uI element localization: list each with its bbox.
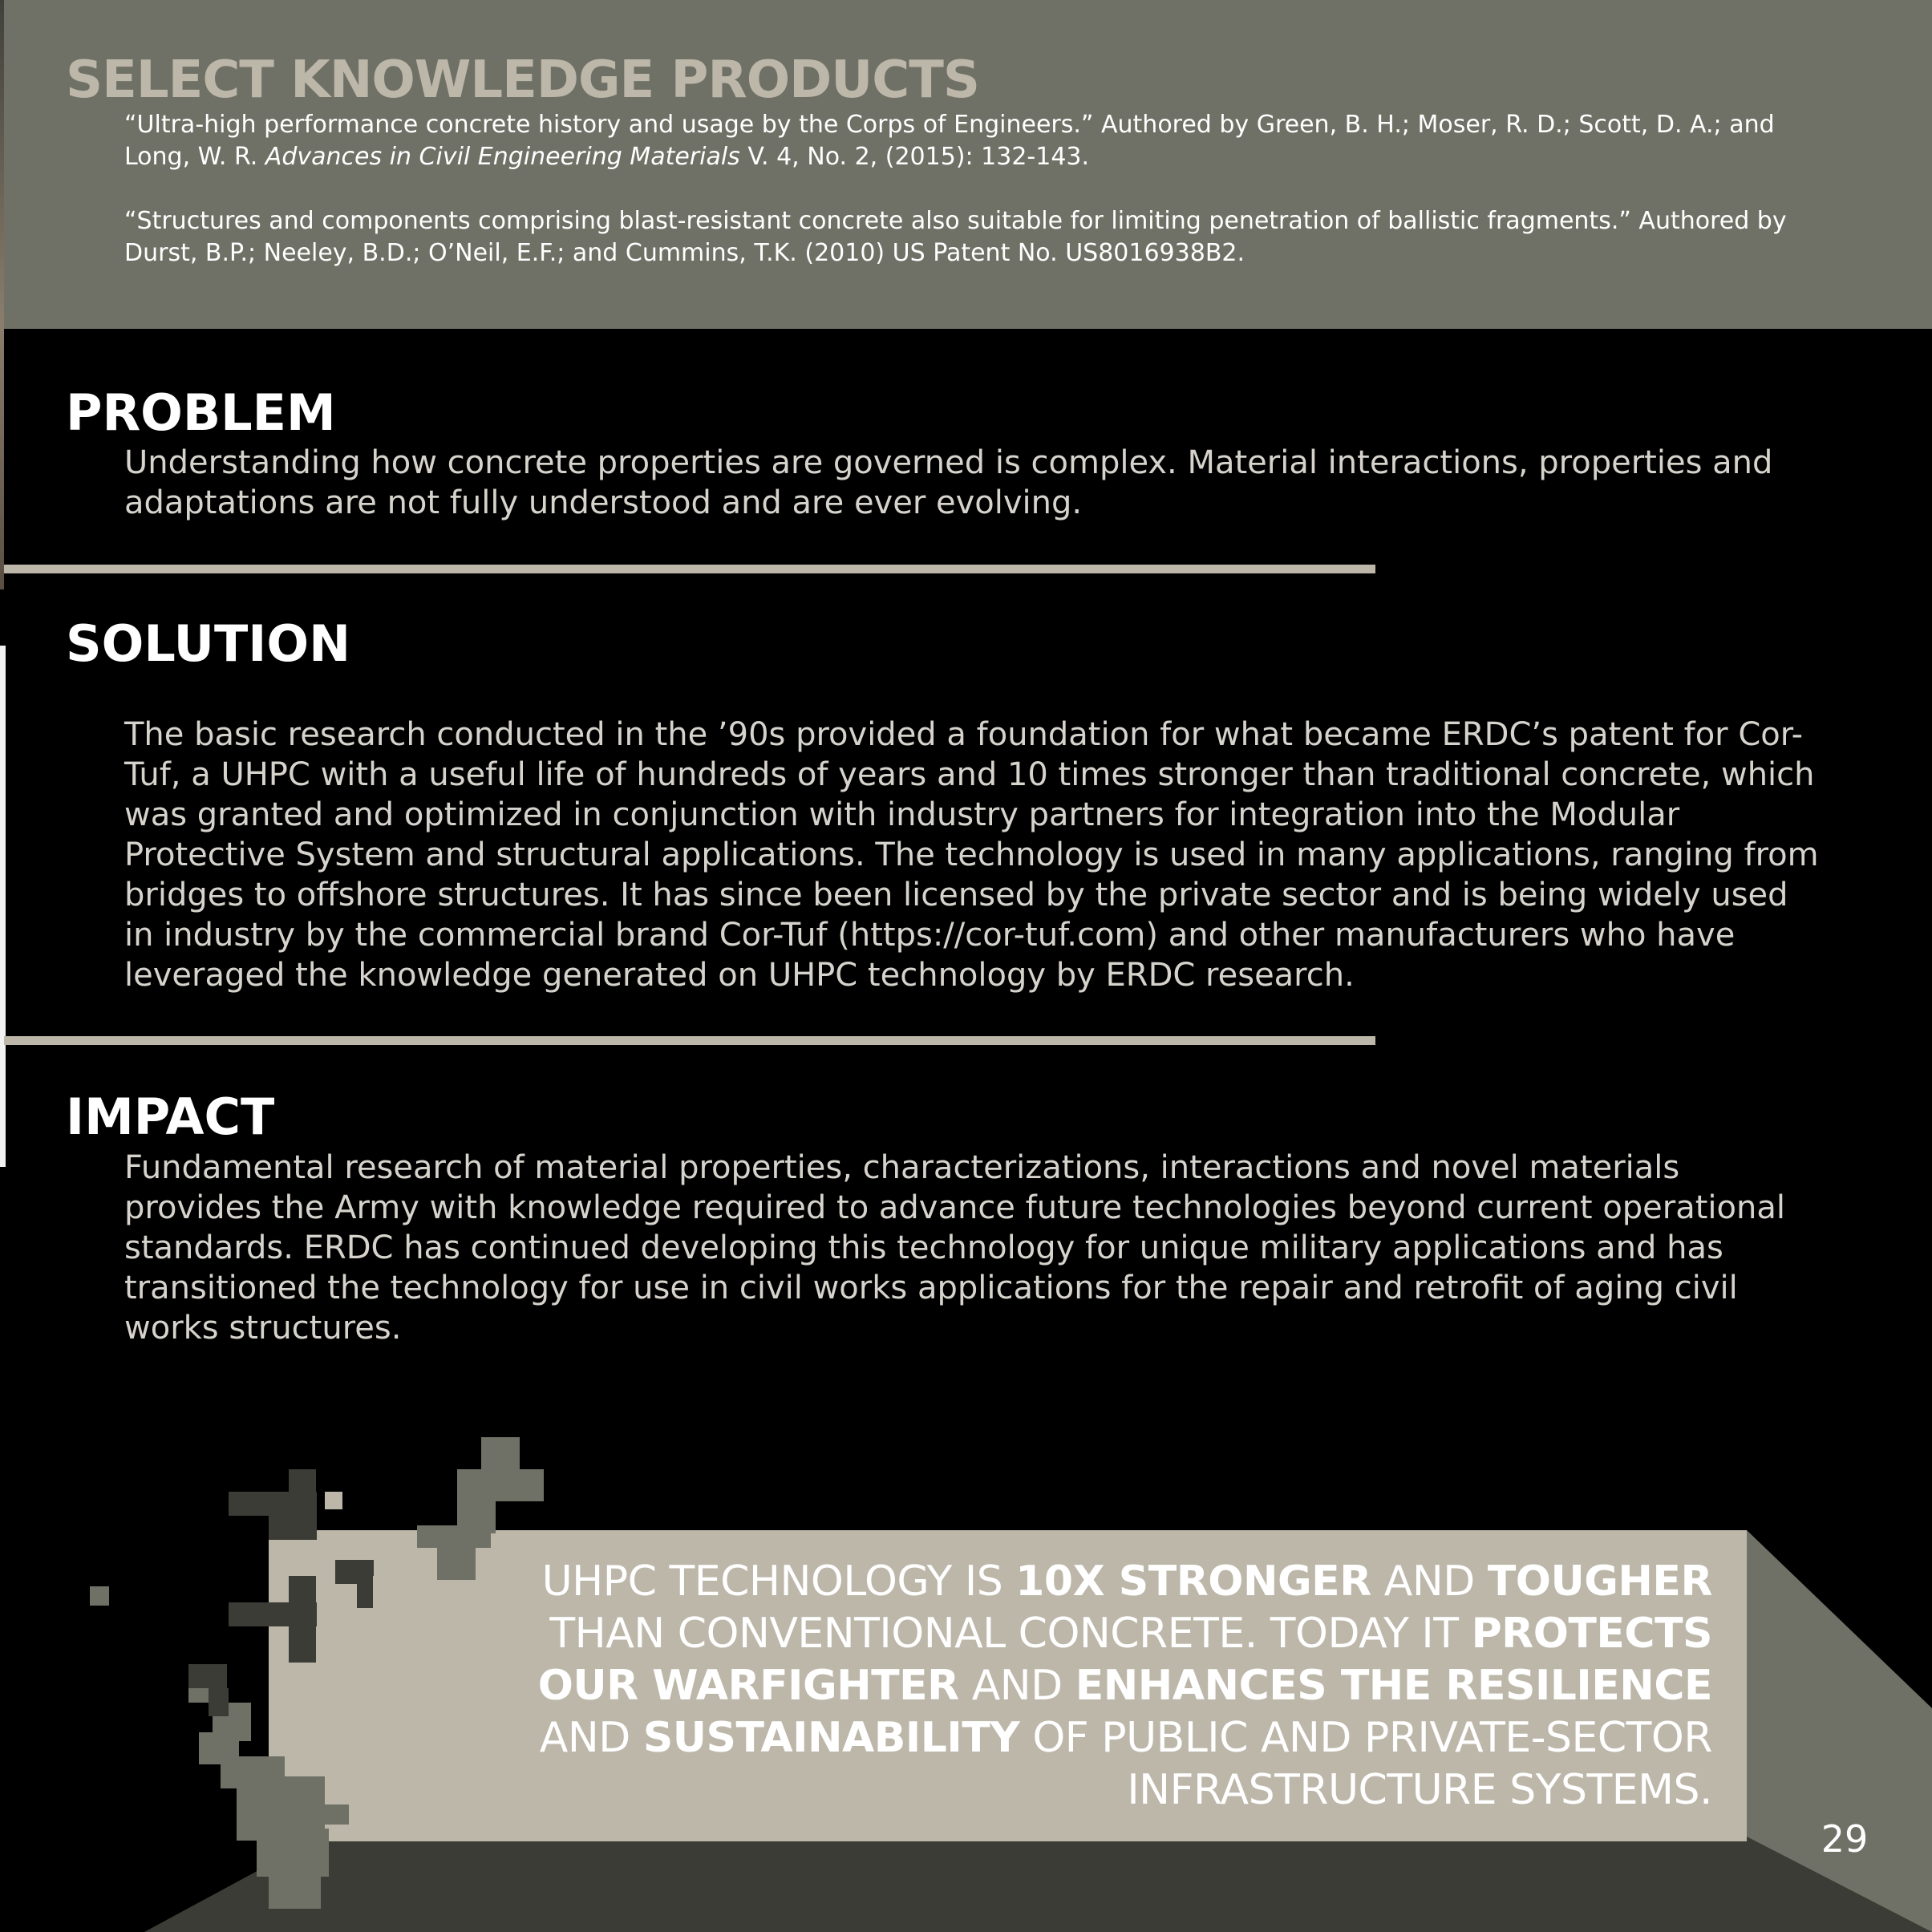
callout-emphasis: PROTECTS OUR WARFIGHTER <box>537 1610 1712 1710</box>
callout-text: OF PUBLIC AND PRIVATE-SECTOR INFRASTRUCTURE SYSTEMS. <box>1019 1714 1712 1814</box>
callout-emphasis: ENHANCES THE RESILIENCE <box>1075 1662 1712 1710</box>
callout-emphasis: 10X STRONGER <box>1015 1557 1371 1606</box>
impact-text: Fundamental research of material properties, characterizations, interactions and novel materials provides the Army with knowledge required to advance future technologies beyond current operational standards. ERDC has continued developing this technology for unique military applications and has transitioned the technology for use in civil works applications for the repair and retrofit of aging civil works structures. <box>124 1149 1785 1347</box>
solution-text: The basic research conducted in the ’90s provided a foundation for what became ERDC’s patent for Cor-Tuf, a UHPC with a useful life of hundreds of years and 10 times stronger than traditional concrete, which was granted and optimized in conjunction with industry partners for integration into the Modular Protective System and structural applications. The technology is used in many applications, ranging from bridges to offshore structures. It has since been licensed by the private sector and is being widely used in industry by the commercial brand Cor-Tuf (https://cor-tuf.com) and other manufacturers who have leveraged the knowledge generated on UHPC technology by ERDC research. <box>124 716 1819 994</box>
reference-text: “Ultra-high performance concrete history and usage by the Corps of Engineers.” Authored by Green, B. H.; Moser, R. D.; Scott, D. A.; and Long, W. R. <box>124 111 1775 171</box>
bottom-shadow-shape <box>144 1837 1932 1932</box>
callout-text: AND <box>539 1714 643 1762</box>
knowledge-products-title: SELECT KNOWLEDGE PRODUCTS <box>66 51 979 110</box>
callout-emphasis: TOUGHER <box>1487 1557 1712 1606</box>
pixel-light <box>325 1492 342 1509</box>
problem-heading: PROBLEM <box>66 383 336 442</box>
problem-text: Understanding how concrete properties are governed is complex. Material interactions, properties and adaptations are not fully understood and are ever evolving. <box>124 444 1773 521</box>
callout-emphasis: SUSTAINABILITY <box>642 1714 1020 1762</box>
callout-text: AND <box>1371 1557 1488 1606</box>
callout-text: AND <box>958 1662 1075 1710</box>
reference-blast-resistant-patent: “Structures and components comprising blast-resistant concrete also suitable for limiting penetration of ballistic fragments.” Authored by Durst, B.P.; Neeley, B.D.; O’Neil, E.F.; and Cummins, T.K. (2010) US Patent No. US8016938B2. <box>124 207 1787 267</box>
callout-text: UHPC TECHNOLOGY IS <box>541 1557 1016 1606</box>
callout-quote <box>449 1556 1712 1817</box>
solution-heading: SOLUTION <box>66 614 350 673</box>
impact-heading: IMPACT <box>66 1088 275 1146</box>
callout-text: THAN CONVENTIONAL CONCRETE. TODAY IT <box>549 1610 1472 1658</box>
journal-title: Advances in Civil Engineering Materials <box>265 143 740 171</box>
page-number: 29 <box>1821 1817 1869 1861</box>
reference-citation: V. 4, No. 2, (2015): 132-143. <box>739 143 1090 171</box>
